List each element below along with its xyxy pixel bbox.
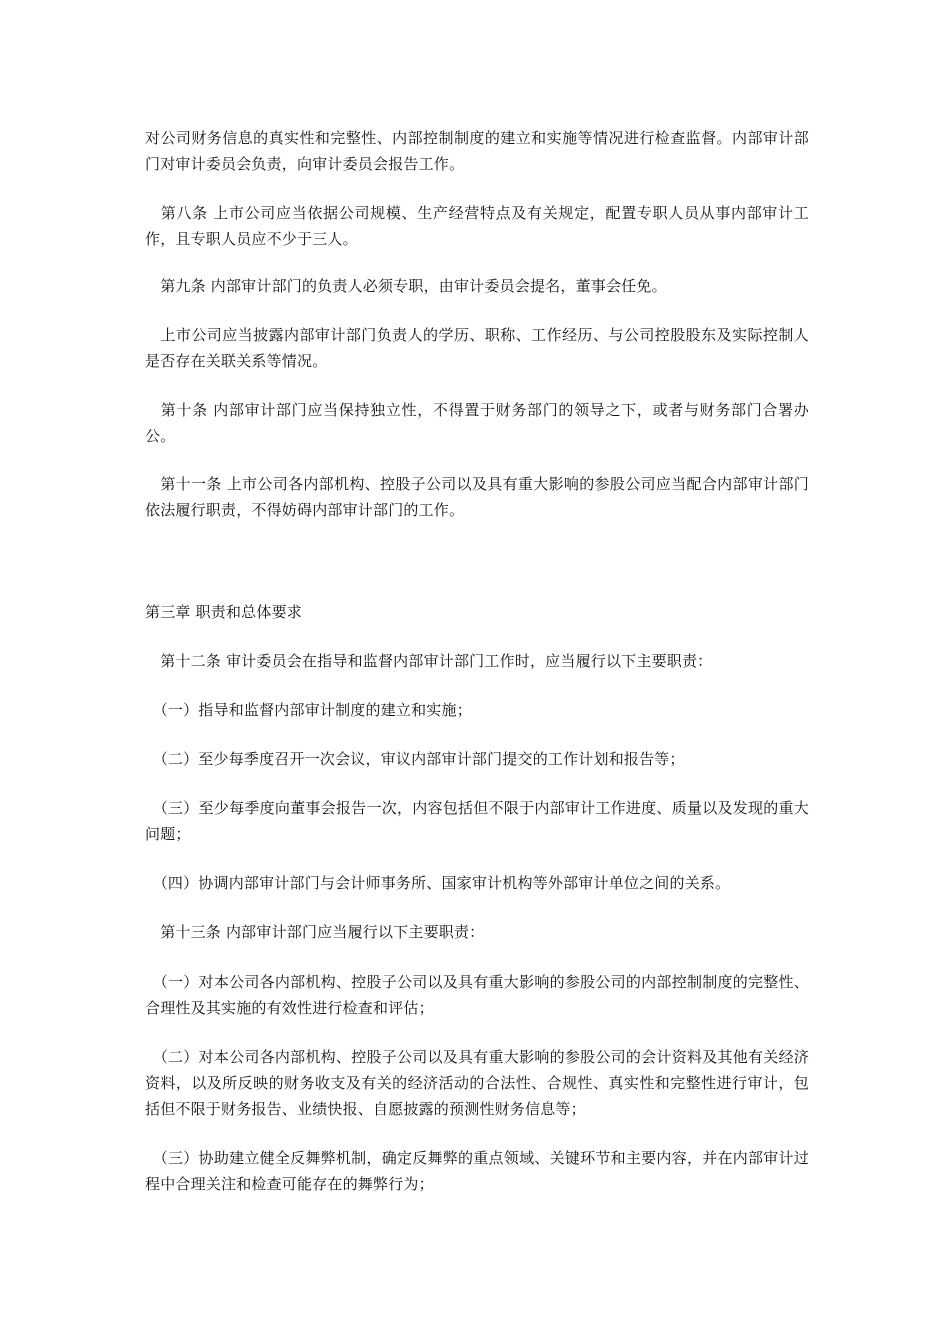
paragraph-disclosure: 上市公司应当披露内部审计部门负责人的学历、职称、工作经历、与公司控股股东及实际控制人是否存在关联关系等情况。 xyxy=(145,326,809,370)
list-item-12-3: （三）至少每季度向董事会报告一次，内容包括但不限于内部审计工作进度、质量以及发现的重大问题； xyxy=(145,799,809,843)
paragraph-article-10: 第十条 内部审计部门应当保持独立性，不得置于财务部门的领导之下，或者与财务部门合署办公。 xyxy=(145,401,809,445)
chapter-heading: 第三章 职责和总体要求 xyxy=(145,603,302,621)
paragraph-intro: 对公司财务信息的真实性和完整性、内部控制制度的建立和实施等情况进行检查监督。内部审计部门对审计委员会负责，向审计委员会报告工作。 xyxy=(145,129,809,173)
paragraph-article-8: 第八条 上市公司应当依据公司规模、生产经营特点及有关规定，配置专职人员从事内部审计工作，且专职人员应不少于三人。 xyxy=(145,204,809,248)
list-item-13-2: （二）对本公司各内部机构、控股子公司以及具有重大影响的参股公司的会计资料及其他有关经济资料，以及所反映的财务收支及有关的经济活动的合法性、合规性、真实性和完整性进行审计，包括但不限于财务报告、业绩快报、自愿披露的预测性财务信息等； xyxy=(145,1048,809,1118)
paragraph-article-9: 第九条 内部审计部门的负责人必须专职，由审计委员会提名，董事会任免。 xyxy=(145,277,667,295)
list-item-12-2: （二）至少每季度召开一次会议，审议内部审计部门提交的工作计划和报告等； xyxy=(145,750,685,768)
list-item-12-1: （一）指导和监督内部审计制度的建立和实施； xyxy=(145,701,472,719)
list-item-13-1: （一）对本公司各内部机构、控股子公司以及具有重大影响的参股公司的内部控制制度的完整性、合理性及其实施的有效性进行检查和评估； xyxy=(145,973,809,1017)
paragraph-article-12: 第十二条 审计委员会在指导和监督内部审计部门工作时，应当履行以下主要职责： xyxy=(145,652,713,670)
paragraph-article-13: 第十三条 内部审计部门应当履行以下主要职责： xyxy=(145,923,485,941)
paragraph-article-11: 第十一条 上市公司各内部机构、控股子公司以及具有重大影响的参股公司应当配合内部审计部门依法履行职责，不得妨碍内部审计部门的工作。 xyxy=(145,475,809,519)
list-item-13-3: （三）协助建立健全反舞弊机制，确定反舞弊的重点领域、关键环节和主要内容，并在内部审计过程中合理关注和检查可能存在的舞弊行为； xyxy=(145,1149,809,1193)
list-item-12-4: （四）协调内部审计部门与会计师事务所、国家审计机构等外部审计单位之间的关系。 xyxy=(145,874,731,892)
